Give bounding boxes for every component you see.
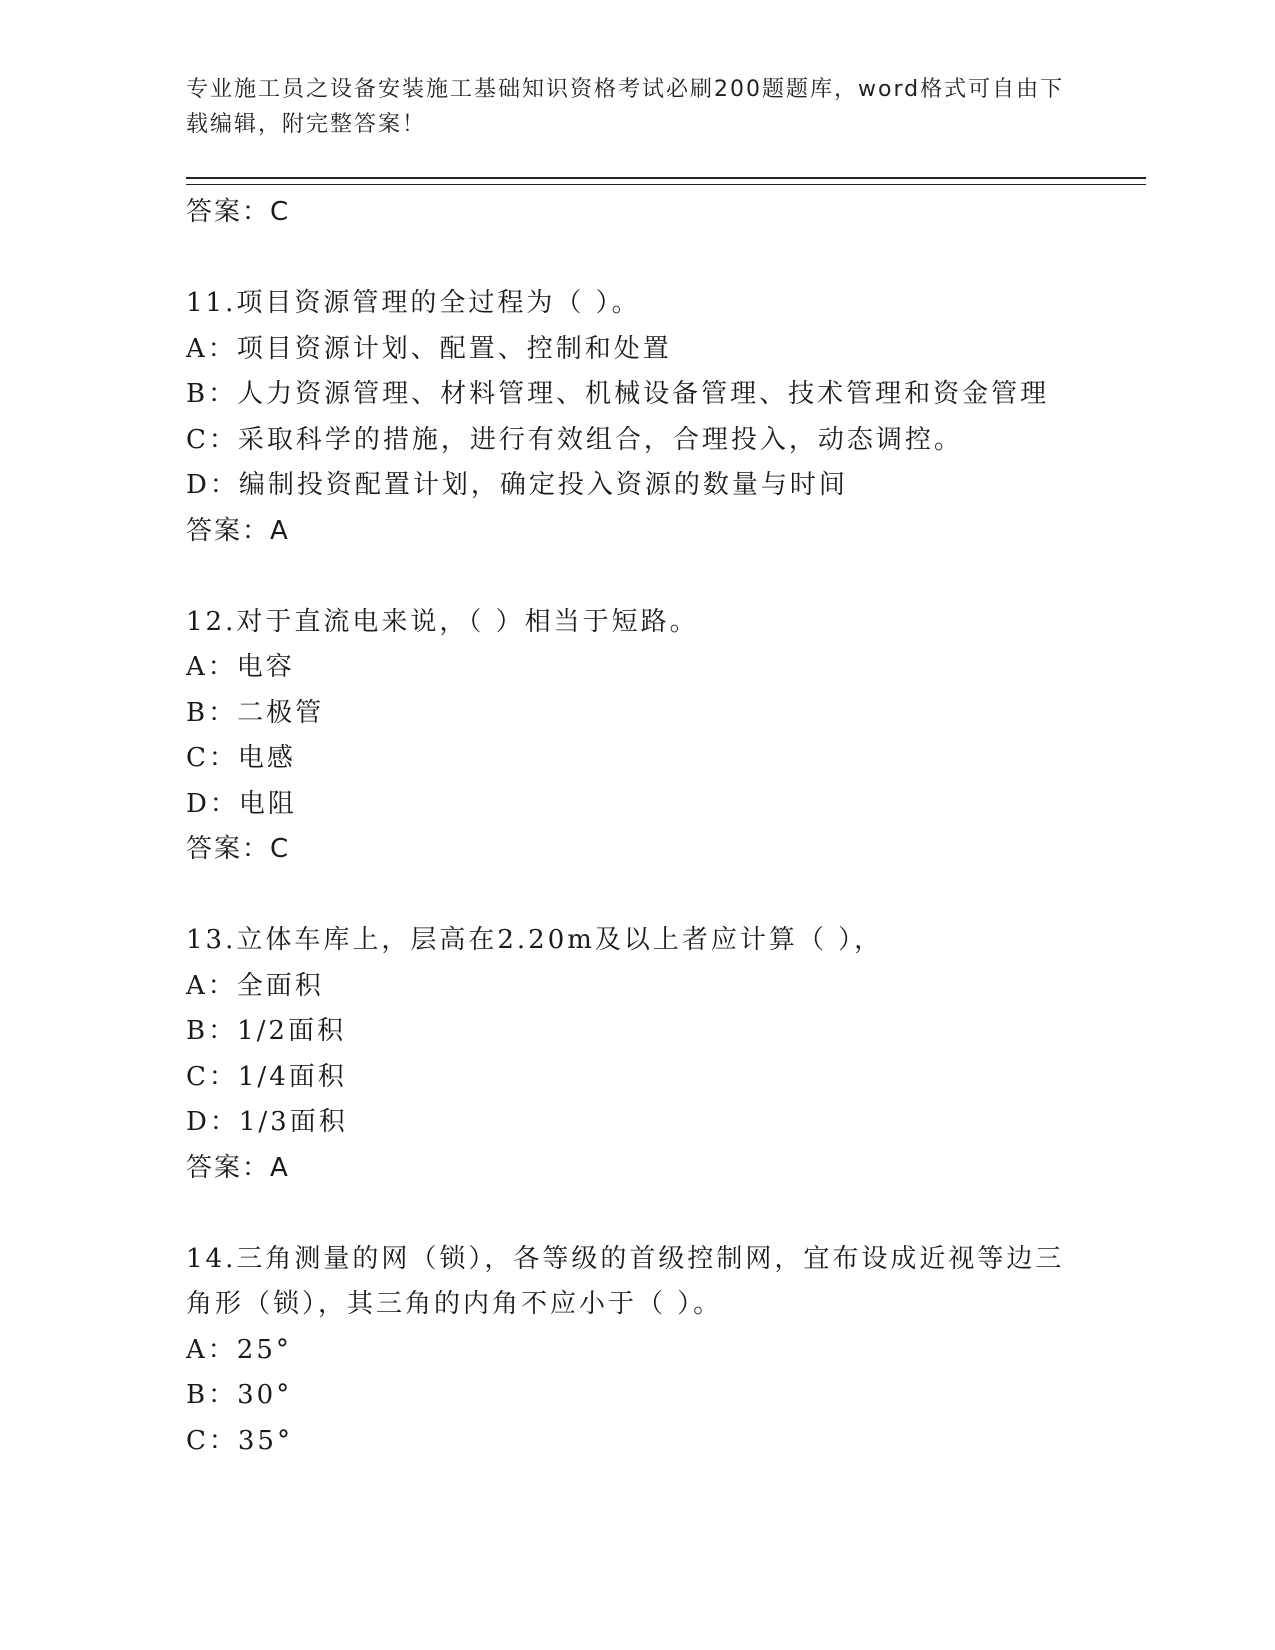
header-divider	[186, 177, 1146, 185]
option-d: D：电阻	[186, 788, 297, 819]
option-c: C：35°	[186, 1425, 293, 1456]
spacer	[186, 1191, 1146, 1237]
question-list	[186, 190, 1146, 1464]
question-stem: 13.立体车库上，层高在2.20m及以上者应计算（ ），	[186, 925, 884, 955]
answer-line: 答案：A	[186, 1152, 290, 1183]
question-14	[186, 1237, 1146, 1465]
question-stem: 12.对于直流电来说，（ ）相当于短路。	[186, 606, 699, 637]
option-b: B：二极管	[186, 697, 325, 728]
question-stem: 11.项目资源管理的全过程为（ ）。	[186, 288, 641, 318]
question-13	[186, 918, 1146, 1191]
option-d: D：1/3面积	[186, 1107, 348, 1137]
question-11	[186, 281, 1146, 554]
spacer	[186, 873, 1146, 919]
option-a: A：电容	[186, 652, 295, 682]
answer-line: 答案：C	[186, 834, 291, 864]
option-a: A：全面积	[186, 970, 324, 1001]
spacer	[186, 236, 1146, 282]
option-c: C：采取科学的措施，进行有效组合，合理投入，动态调控。	[186, 424, 963, 455]
option-c: C：电感	[186, 743, 296, 773]
document-header: 专业施工员之设备安装施工基础知识资格考试必刷200题题库，word格式可自由下载编辑，附完整答案！	[186, 77, 1065, 137]
option-b: B：人力资源管理、材料管理、机械设备管理、技术管理和资金管理	[186, 379, 1050, 409]
question-12	[186, 600, 1146, 873]
option-a: A：25°	[186, 1334, 292, 1365]
answer-line: 答案：C	[186, 197, 291, 227]
option-c: C：1/4面积	[186, 1061, 347, 1092]
spacer	[186, 554, 1146, 600]
option-a: A：项目资源计划、配置、控制和处置	[186, 333, 672, 364]
option-b: B：1/2面积	[186, 1016, 346, 1046]
option-b: B：30°	[186, 1380, 293, 1410]
option-d: D：编制投资配置计划，确定投入资源的数量与时间	[186, 470, 848, 500]
answer-line: 答案：A	[186, 515, 290, 546]
question-stem: 14.三角测量的网（锁），各等级的首级控制网，宜布设成近视等边三角形（锁），其三角的内角不应小于（ ）。	[186, 1243, 1065, 1319]
